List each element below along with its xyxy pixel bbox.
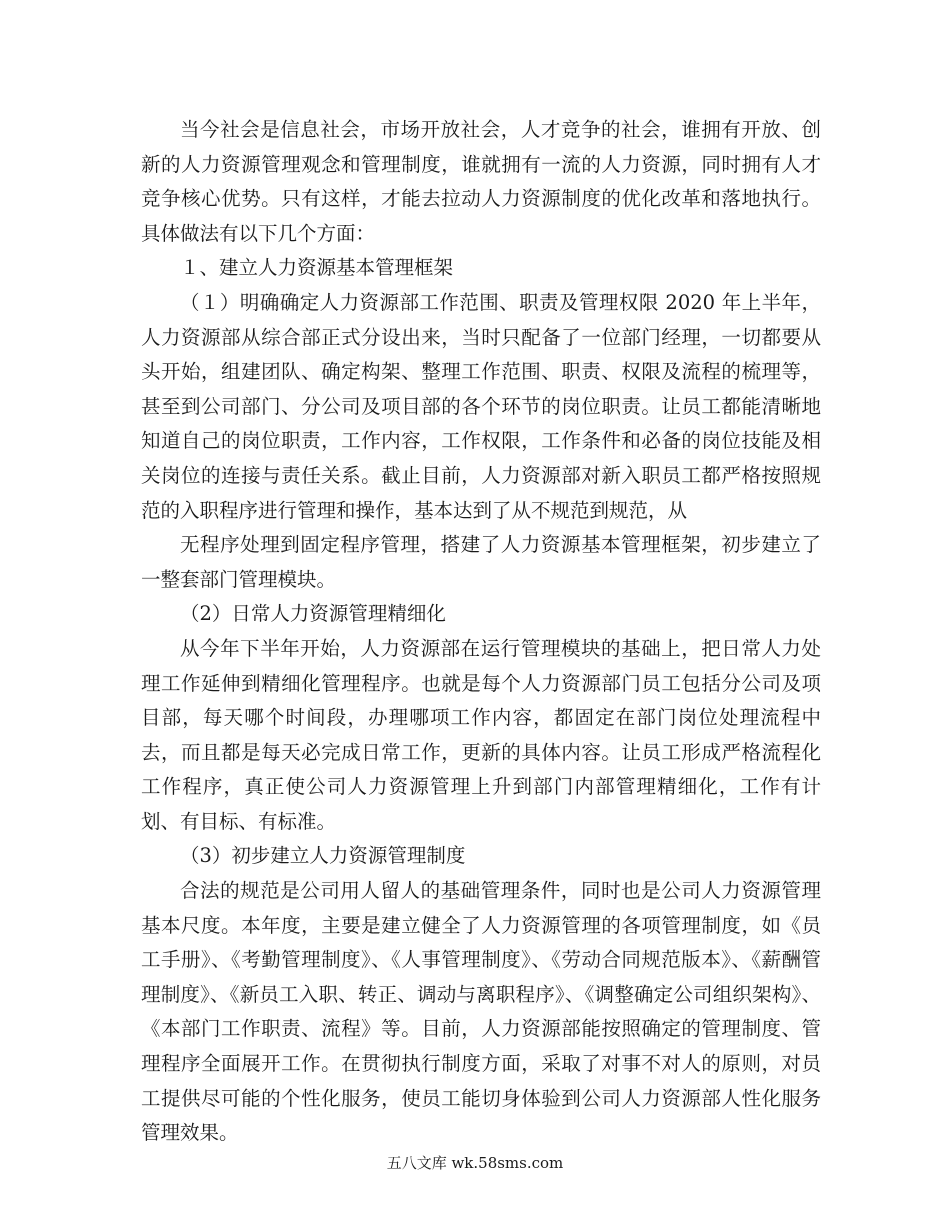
paragraph-regulations: 合法的规范是公司用人留人的基础管理条件，同时也是公司人力资源管理基本尺度。本年度，主要是建立健全了人力资源管理的各项管理制度，如《员工手册》、《考勤管理制度》、《人事管理制度》、《劳动合同规范版本》、《薪酬管理制度》、《新员工入职、转正、调动与离职程序》、《调整确定公司组织架构》、《本部门工作职责、流程》等。目前，人力资源部能按照确定的管理制度、管理程序全面展开工作。在贯彻执行制度方面，采取了对事不对人的原则，对员工提供尽可能的个性化服务，使员工能切身体验到公司人力资源部人性化服务管理效果。 [141, 879, 821, 1145]
document-body [141, 113, 821, 1151]
paragraph-refinement: 从今年下半年开始，人力资源部在运行管理模块的基础上，把日常人力处理工作延伸到精细化管理程序。也就是每个人力资源部门员工包括分公司及项目部，每天哪个时间段，办理哪项工作内容，都固定在部门岗位处理流程中去，而且都是每天必完成日常工作，更新的具体内容。让员工形成严格流程化工作程序，真正使公司人力资源管理上升到部门内部管理精细化，工作有计划、有目标、有标准。 [141, 636, 821, 833]
subheading-1-3: （3）初步建立人力资源管理制度 [180, 844, 466, 868]
paragraph-framework: 无程序处理到固定程序管理，搭建了人力资源基本管理框架，初步建立了一整套部门管理模块。 [141, 533, 821, 591]
subheading-1-1: （１）明确确定人力资源部工作范围、职责及管理权限 2020 年上半年，人力资源部从综合部正式分设出来，当时只配备了一位部门经理，一切都要从头开始，组建团队、确定构架、整理工作范围、职责、权限及流程的梳理等，甚至到公司部门、分公司及项目部的各个环节的岗位职责。让员工都能清晰地知道自己的岗位职责，工作内容，工作权限，工作条件和必备的岗位技能及相关岗位的连接与责任关系。截止目前，人力资源部对新入职员工都严格按照规范的入职程序进行管理和操作，基本达到了从不规范到规范，从 [141, 290, 821, 522]
subheading-1-2: （2）日常人力资源管理精细化 [180, 602, 446, 626]
page-footer: 五八文库 wk.58sms.com [386, 1154, 564, 1172]
section-heading-1: １、建立人力资源基本管理框架 [180, 256, 454, 280]
paragraph-intro: 当今社会是信息社会，市场开放社会，人才竞争的社会，谁拥有开放、创新的人力资源管理观念和管理制度，谁就拥有一流的人力资源，同时拥有人才竞争核心优势。只有这样，才能去拉动人力资源制度的优化改革和落地执行。具体做法有以下几个方面： [141, 118, 821, 245]
